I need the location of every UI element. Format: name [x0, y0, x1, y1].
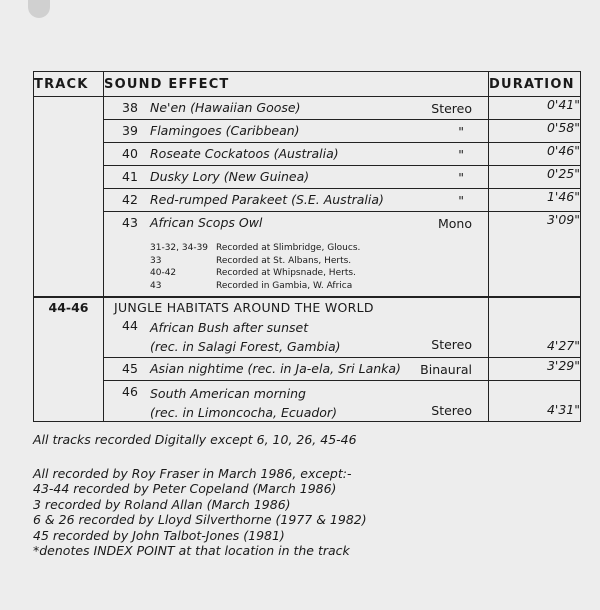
- group-item: [104, 315, 488, 357]
- table-row: [34, 381, 581, 422]
- track-listing: [33, 71, 581, 422]
- table-row: [34, 120, 581, 143]
- note-tracks: 40-42: [150, 268, 177, 278]
- note-tracks: 43: [150, 280, 162, 291]
- credit-line: 3 recorded by Roland Allan (March 1986): [33, 496, 291, 512]
- track-title: Flamingoes (Caribbean): [150, 123, 300, 138]
- track-format: ": [458, 124, 464, 139]
- track-format: Mono: [437, 216, 472, 231]
- track-title: Dusky Lory (New Guinea): [150, 169, 310, 184]
- track-number: 39: [122, 123, 138, 138]
- table-row: [34, 189, 581, 212]
- effect-cell: [104, 381, 489, 422]
- track-duration: 0'41": [489, 97, 581, 120]
- track-title-block: [150, 384, 337, 422]
- footer-notes: [33, 432, 367, 559]
- credit-line: All recorded by Roy Fraser in March 1986, except:-: [33, 465, 352, 481]
- note-row: [150, 255, 488, 268]
- track-duration: 3'29": [489, 358, 581, 381]
- group-heading: JUNGLE HABITATS AROUND THE WORLD: [114, 300, 374, 315]
- effect-cell: [104, 358, 489, 381]
- track-title: South American morning: [150, 386, 306, 401]
- note-place: Recorded in Gambia, W. Africa: [216, 280, 353, 291]
- track-format: ": [458, 193, 464, 208]
- track-number: 45: [122, 361, 138, 376]
- table-header-row: [34, 72, 581, 97]
- track-duration: 0'58": [489, 120, 581, 143]
- track-format: Stereo: [431, 337, 472, 352]
- effect-cell: [104, 166, 489, 189]
- effect-cell: [104, 189, 489, 212]
- track-duration: 4'27": [489, 297, 581, 358]
- table-row: [34, 166, 581, 189]
- track-subtitle: (rec. in Limoncocha, Ecuador): [150, 405, 337, 420]
- table-row: [34, 212, 581, 298]
- header-duration: DURATION: [489, 72, 581, 97]
- track-title: African Scops Owl: [150, 215, 263, 230]
- track-title: Roseate Cockatoos (Australia): [150, 146, 339, 161]
- track-subtitle: (rec. in Salagi Forest, Gambia): [150, 339, 341, 354]
- note-place: Recorded at Slimbridge, Gloucs.: [216, 243, 361, 253]
- track-format: ": [458, 170, 464, 185]
- credit-line: 43-44 recorded by Peter Copeland (March 1986): [33, 481, 337, 496]
- track-number: 41: [122, 169, 138, 184]
- note-row: [150, 267, 488, 280]
- credit-line: *denotes INDEX POINT at that location in the track: [33, 543, 350, 558]
- track-format: ": [458, 147, 464, 162]
- track-number: 42: [122, 192, 138, 207]
- track-duration: 0'25": [489, 166, 581, 189]
- digital-note: All tracks recorded Digitally except 6, 10, 26, 45-46: [33, 432, 357, 447]
- track-duration: 0'46": [489, 143, 581, 166]
- table-row: [34, 358, 581, 381]
- track-table: [33, 71, 581, 422]
- table-row: [34, 143, 581, 166]
- note-place: Recorded at Whipsnade, Herts.: [216, 268, 356, 278]
- credit-line: 45 recorded by John Talbot-Jones (1981): [33, 527, 285, 543]
- track-number: 46: [122, 384, 138, 399]
- header-track: TRACK: [34, 72, 104, 97]
- credit-line: 6 & 26 recorded by Lloyd Silverthorne (1977 & 1982): [33, 512, 367, 527]
- track-duration: 1'46": [489, 189, 581, 212]
- track-title: Red-rumped Parakeet (S.E. Australia): [150, 192, 384, 207]
- group-track-range: 44-46: [34, 297, 104, 422]
- track-format: Stereo: [431, 403, 472, 418]
- note-tracks: 33: [150, 255, 162, 266]
- track-cell-empty: [34, 97, 104, 298]
- track-format: Stereo: [431, 101, 472, 116]
- track-number: 38: [122, 100, 138, 115]
- effect-cell: [104, 120, 489, 143]
- effect-cell: [104, 97, 489, 120]
- note-row: [150, 280, 488, 293]
- note-row: [150, 242, 488, 255]
- table-row: [34, 297, 581, 358]
- spacer: [33, 448, 367, 466]
- track-duration: 3'09": [489, 212, 581, 298]
- table-row: [34, 97, 581, 120]
- track-number: 44: [122, 318, 138, 333]
- recording-notes: [150, 242, 488, 292]
- effect-cell: [104, 143, 489, 166]
- note-place: Recorded at St. Albans, Herts.: [216, 255, 352, 266]
- group-item: [104, 381, 488, 421]
- track-title-block: [150, 318, 341, 356]
- track-duration: 4'31": [489, 381, 581, 422]
- track-title: Ne'en (Hawaiian Goose): [150, 100, 301, 115]
- track-title: African Bush after sunset: [150, 320, 309, 335]
- track-number: 43: [122, 215, 138, 230]
- track-title: Asian nightime (rec. in Ja-ela, Sri Lanka): [150, 361, 401, 376]
- track-format: Binaural: [420, 362, 472, 377]
- scan-corner-mark: [28, 0, 50, 18]
- track-number: 40: [122, 146, 138, 161]
- effect-cell: [104, 212, 489, 298]
- note-tracks: 31-32, 34-39: [150, 243, 209, 253]
- effect-cell: [104, 297, 489, 358]
- header-sound-effect: SOUND EFFECT: [104, 72, 489, 97]
